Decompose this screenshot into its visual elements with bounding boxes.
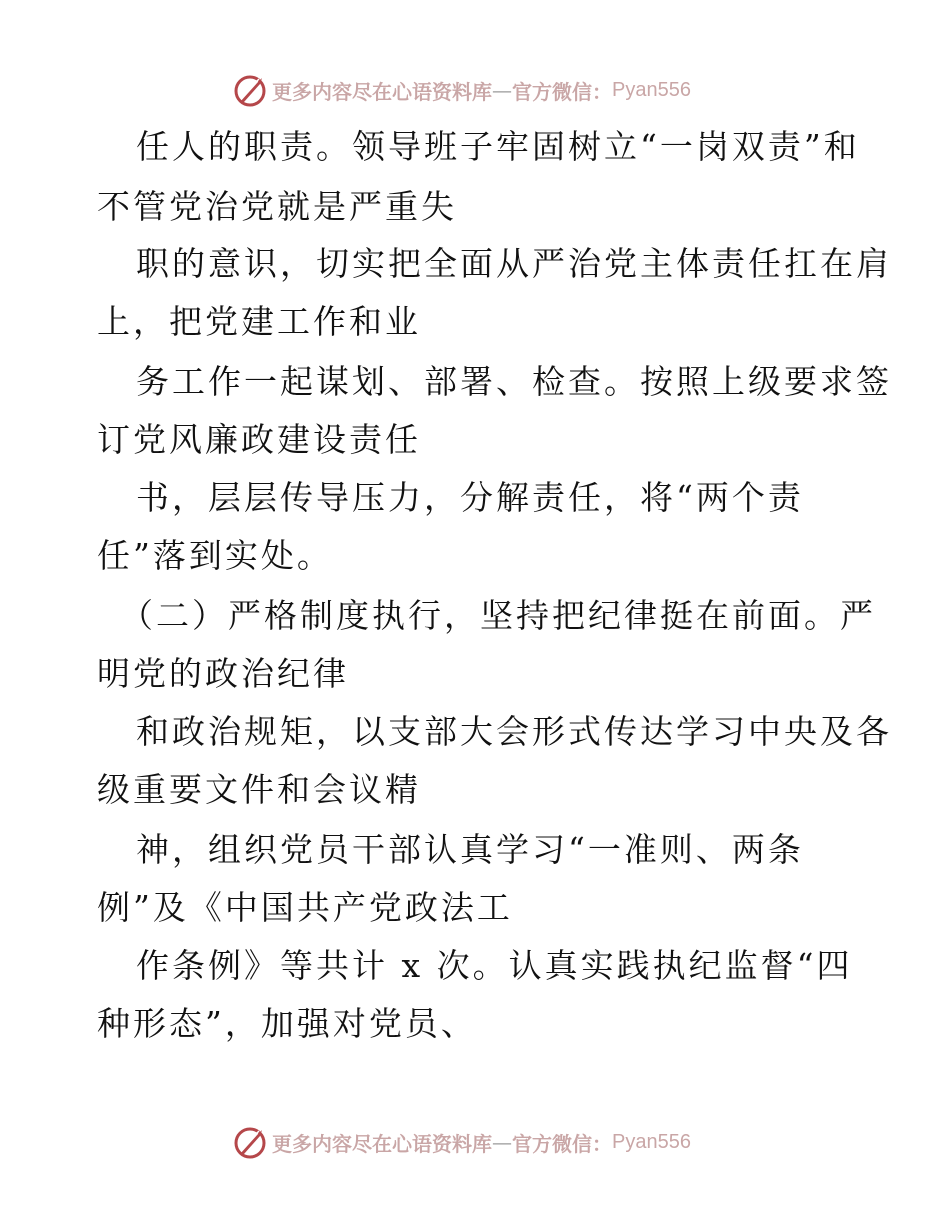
- watermark-wechat-label: 官方微信：: [512, 1131, 612, 1156]
- body-line: 明党的政治纪律: [97, 654, 349, 693]
- body-line: 级重要文件和会议精: [97, 770, 421, 809]
- body-line: 神，组织党员干部认真学习“一准则、两条: [136, 830, 804, 869]
- body-line: 任”落到实处。: [97, 536, 333, 575]
- footer-watermark: [232, 1122, 691, 1162]
- header-watermark: [232, 70, 691, 110]
- body-line: 订党风廉政建设责任: [97, 420, 421, 459]
- watermark-wechat-label: 官方微信：: [512, 79, 612, 104]
- quill-logo-icon: [232, 1124, 268, 1160]
- watermark-separator: —: [492, 78, 512, 102]
- body-line: 例”及《中国共产党政法工: [97, 888, 513, 927]
- body-line: 作条例》等共计 x 次。认真实践执纪监督“四: [136, 946, 853, 985]
- body-line: 职的意识，切实把全面从严治党主体责任扛在肩: [136, 244, 892, 283]
- watermark-account: Pyan556: [612, 1130, 691, 1153]
- body-line: 务工作一起谋划、部署、检查。按照上级要求签: [136, 362, 892, 401]
- body-line: 上，把党建工作和业: [97, 302, 421, 341]
- body-line: （二）严格制度执行，坚持把纪律挺在前面。严: [120, 596, 876, 635]
- watermark-site-text: 更多内容尽在心语资料库: [272, 1131, 492, 1156]
- watermark-account: Pyan556: [612, 78, 691, 101]
- body-line: 不管党治党就是严重失: [97, 187, 457, 226]
- quill-logo-icon: [232, 72, 268, 108]
- body-line: 和政治规矩，以支部大会形式传达学习中央及各: [136, 712, 892, 751]
- watermark-separator: —: [492, 1130, 512, 1154]
- body-line: 任人的职责。领导班子牢固树立“一岗双责”和: [136, 127, 860, 166]
- watermark-site-text: 更多内容尽在心语资料库: [272, 79, 492, 104]
- body-line: 书，层层传导压力，分解责任，将“两个责: [136, 478, 804, 517]
- body-line: 种形态”，加强对党员、: [97, 1004, 477, 1043]
